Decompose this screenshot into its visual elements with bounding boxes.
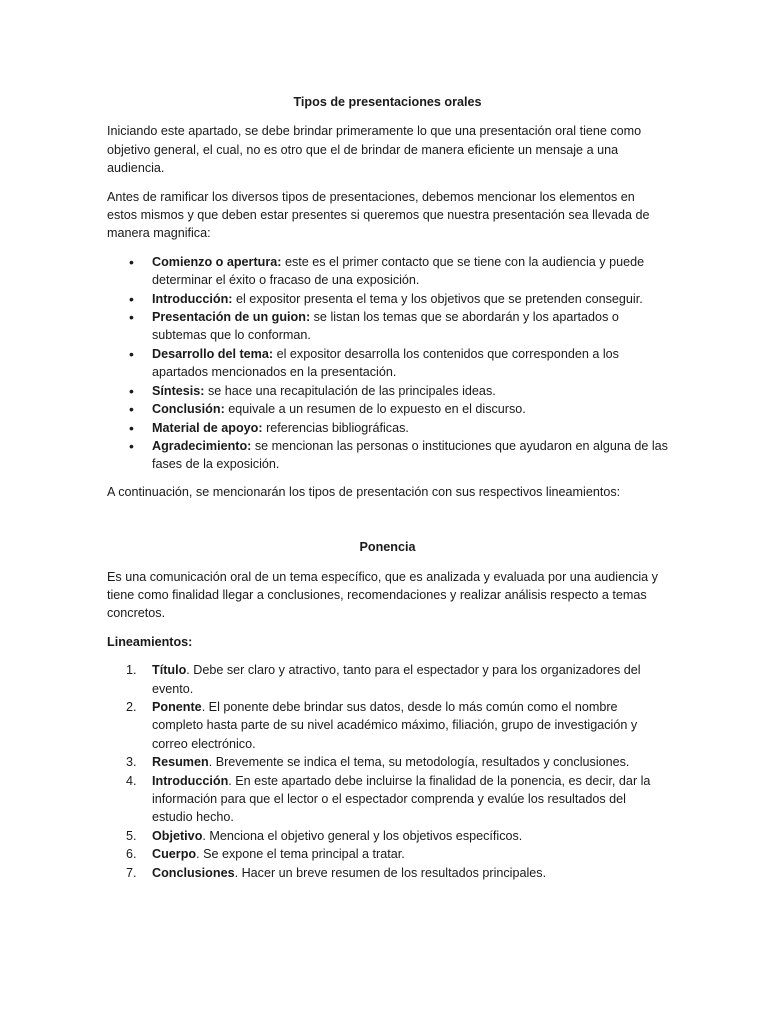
item-text: se listan los temas que se abordarán y los apartados o subtemas que lo conforman. (152, 310, 619, 343)
item-term: Cuerpo (152, 847, 197, 862)
list-item (107, 345, 668, 382)
item-term: Agradecimiento: (152, 438, 252, 453)
item-text: . En este apartado debe incluirse la finalidad de la ponencia, es decir, dar la información para que el lector o el espectador comprenda y evalúe los resultados del estudio hecho. (152, 773, 651, 825)
intro-paragraph: Iniciando este apartado, se debe brindar primeramente lo que una presentación oral tiene como objetivo general, el cual, no es otro que el de brindar de manera eficiente un mensaje a una audiencia. (107, 124, 642, 176)
list-item (107, 400, 668, 418)
item-text: el expositor desarrolla los contenidos que corresponden a los apartados mencionados en la presentación. (152, 346, 619, 380)
item-text: referencias bibliográficas. (262, 420, 409, 435)
elements-list (107, 253, 668, 474)
section-heading: Ponencia (359, 540, 416, 555)
item-text: . Debe ser claro y atractivo, tanto para el espectador y para los organizadores del evento. (152, 663, 641, 696)
item-term: Desarrollo del tema: (152, 346, 274, 361)
list-item (107, 698, 668, 753)
item-text: . Menciona el objetivo general y los objetivos específicos. (202, 828, 523, 843)
list-item (107, 661, 668, 698)
item-text: equivale a un resumen de lo expuesto en el discurso. (224, 402, 526, 417)
item-text: este es el primer contacto que se tiene con la audiencia y puede determinar el éxito o fracaso de una exposición. (152, 254, 645, 288)
item-term: Título (152, 663, 187, 678)
item-term: Introducción: (152, 291, 233, 306)
document-title: Tipos de presentaciones orales (293, 95, 482, 109)
item-number: 7. (126, 865, 137, 880)
guidelines-label: Lineamientos: (107, 634, 193, 649)
list-item (107, 772, 668, 827)
guidelines-list (107, 661, 668, 882)
item-text: se mencionan las personas o instituciones que ayudaron en alguna de las fases de la exposición. (152, 438, 668, 472)
item-term: Introducción (152, 773, 229, 788)
list-item (107, 253, 668, 290)
list-item (107, 827, 668, 845)
item-text: . Brevemente se indica el tema, su metodología, resultados y conclusiones. (208, 755, 630, 770)
list-item (107, 308, 668, 345)
item-number: 1. (126, 663, 137, 678)
list-item (107, 845, 668, 863)
item-number: 5. (126, 828, 137, 843)
list-item (107, 864, 668, 882)
item-text: . Se expone el tema principal a tratar. (196, 847, 405, 862)
item-term: Conclusión: (152, 402, 225, 417)
item-number: 6. (126, 847, 137, 862)
list-item (107, 382, 668, 400)
item-text: se hace una recapitulación de las principales ideas. (204, 383, 496, 398)
section-description: Es una comunicación oral de un tema específico, que es analizada y evaluada por una audiencia y tiene como finalidad llegar a conclusiones, recomendaciones y realizar análisis respecto a temas concretos. (107, 569, 658, 621)
item-number: 4. (126, 773, 137, 788)
item-term: Comienzo o apertura: (152, 254, 282, 269)
item-term: Objetivo (152, 828, 203, 843)
item-text: . El ponente debe brindar sus datos, desde lo más común como el nombre completo hasta parte de su nivel académico máximo, filiación, grupo de investigación y correo electrónico. (152, 699, 638, 751)
item-number: 2. (126, 699, 137, 714)
list-item (107, 753, 668, 771)
item-text: el expositor presenta el tema y los objetivos que se pretenden conseguir. (232, 291, 643, 306)
item-text: . Hacer un breve resumen de los resultados principales. (234, 865, 547, 880)
list-item (107, 290, 668, 308)
item-term: Resumen (152, 755, 209, 770)
item-term: Conclusiones (152, 865, 235, 880)
item-term: Material de apoyo: (152, 420, 263, 435)
item-term: Ponente (152, 699, 202, 714)
item-term: Síntesis: (152, 383, 205, 398)
item-term: Presentación de un guion: (152, 310, 311, 325)
list-item (107, 437, 668, 474)
continuation-paragraph: A continuación, se mencionarán los tipos de presentación con sus respectivos lineamientos: (107, 484, 621, 499)
list-item (107, 419, 668, 437)
intro-paragraph: Antes de ramificar los diversos tipos de presentaciones, debemos mencionar los elementos en estos mismos y que deben estar presentes si queremos que nuestra presentación sea llevada de manera magnifica: (107, 189, 650, 241)
item-number: 3. (126, 755, 137, 770)
